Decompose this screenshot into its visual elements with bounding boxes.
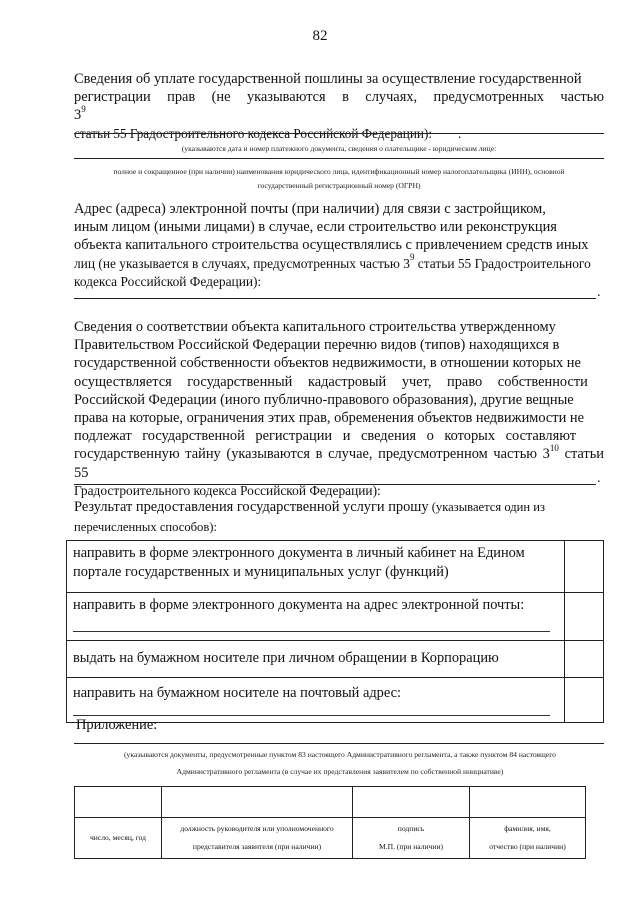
option-lk-checkbox[interactable] [565, 541, 604, 593]
compliance-line-1: Сведения о соответствии объекта капитального строительства утвержденному [74, 319, 556, 335]
position-field[interactable] [162, 787, 353, 818]
option-post-input-line[interactable] [73, 715, 550, 716]
compliance-line-7: подлежат государственной регистрации и сведения о которых составляют [74, 428, 577, 445]
date-caption [75, 818, 162, 859]
compliance-line-5: Российской Федерации (иного публично-правового образования), другие вещные [74, 391, 574, 408]
option-paper-office-checkbox[interactable] [565, 641, 604, 678]
option-post-checkbox[interactable] [565, 678, 604, 723]
attachment-input-line[interactable] [74, 743, 604, 744]
fee-line-1: Сведения об уплате государственной пошлины за осуществление государственной [74, 71, 582, 87]
date-field[interactable] [75, 787, 162, 818]
compliance-line-8-tail: статьи 55 [74, 446, 604, 481]
option-text-cell [67, 541, 565, 593]
position-caption-line-1: должность руководителя или уполномоченного [180, 824, 334, 833]
name-field[interactable] [470, 787, 586, 818]
fee-note-3: государственный регистрационный номер (ОГРН) [257, 181, 421, 190]
compliance-dot: . [597, 471, 601, 486]
option-email-checkbox[interactable] [565, 593, 604, 641]
fee-input-line-2[interactable] [74, 158, 604, 159]
compliance-line-6: права на которые, ограничения этих прав, обременения объектов недвижимости не [74, 410, 584, 427]
compliance-input-line[interactable] [74, 484, 596, 485]
compliance-line-2: Правительством Российской Федерации перечню видов (типов) находящихся в [74, 337, 560, 354]
option-row [67, 541, 604, 593]
fee-paragraph [74, 70, 604, 143]
result-paragraph [74, 498, 604, 536]
result-line-1-text: Результат предоставления государственной услуги прошу [74, 499, 429, 515]
option-email-label: направить в форме электронного документа на адрес электронной почты: [73, 597, 525, 613]
signature-caption-row [75, 818, 586, 859]
name-caption-line-2: отчество (при наличии) [489, 842, 566, 851]
name-caption-line-1: фамилия, имя, [504, 824, 551, 833]
delivery-options-table [66, 540, 604, 723]
fee-note-2: полное и сокращенное (при наличии) наименования юридического лица, идентификационный номер налогоплательщика (ИНН), основной [113, 167, 565, 176]
option-row [67, 678, 604, 723]
email-line-3: объекта капитального строительства осуществлялись с привлечением средств иных [74, 237, 589, 254]
option-lk-line-1: направить в форме электронного документа в личный кабинет на Едином [73, 545, 525, 561]
option-text-cell [67, 593, 565, 641]
signature-table [74, 786, 586, 859]
email-line-5: кодекса Российской Федерации): [74, 273, 262, 289]
option-email-input-line[interactable] [73, 631, 550, 632]
result-line-2: перечисленных способов): [74, 520, 217, 535]
attachment-note-2: Административного регламента (в случае их представления заявителем по собственной инициативе) [176, 767, 504, 776]
signature-caption-line-2: М.П. (при наличии) [378, 842, 444, 851]
signature-field[interactable] [353, 787, 470, 818]
signature-caption [353, 818, 470, 859]
attachment-note-1: (указываются документы, предусмотренные пунктом 83 настоящего Административного регламента, а также пунктом 84 настоящего [124, 750, 556, 759]
compliance-line-8 [74, 442, 604, 481]
compliance-line-9: Градостроительного кодекса Российской Федерации): [74, 482, 381, 498]
option-paper-office-label: выдать на бумажном носителе при личном обращении в Корпорацию [73, 650, 499, 666]
email-input-line[interactable] [74, 298, 596, 299]
signature-caption-line-1: подпись [397, 824, 425, 833]
option-row [67, 641, 604, 678]
option-post-label: направить на бумажном носителе на почтовый адрес: [73, 685, 401, 701]
email-line-4 [74, 252, 604, 273]
fee-note-1: (указываются дата и номер платежного документа, сведения о плательщике - юридическом лице: [181, 144, 497, 153]
attachment-label: Приложение: [76, 717, 158, 733]
result-line-1-small: (указывается один из [428, 500, 546, 514]
compliance-superscript: 10 [549, 442, 559, 453]
option-lk-line-2: портале государственных и муниципальных услуг (функций) [73, 564, 449, 580]
compliance-line-3: государственной собственности объектов недвижимости, в отношении которых не [74, 355, 581, 372]
fee-dot: . [458, 125, 462, 141]
email-line-2: иным лицом (иными лицами) в случае, если строительство или реконструкция [74, 219, 557, 236]
page-number: 82 [312, 28, 328, 44]
fee-input-line[interactable] [74, 133, 604, 134]
position-caption-line-2: представителя заявителя (при наличии) [192, 842, 322, 851]
result-line-1 [74, 498, 604, 516]
email-superscript: 9 [409, 252, 415, 263]
fee-line-3-text: статьи 55 Градостроительного кодекса Российской Федерации): [74, 125, 433, 141]
email-paragraph [74, 200, 604, 291]
option-row [67, 593, 604, 641]
name-caption [470, 818, 586, 859]
signature-input-row [75, 787, 586, 818]
compliance-line-4: осуществляется государственный кадастровый учет, право собственности [74, 373, 588, 390]
email-line-4-text: лиц (не указывается в случаях, предусмотренных частью 3 [74, 255, 410, 271]
email-dot: . [597, 285, 601, 300]
compliance-line-8-text: государственную тайну (указываются в случае, предусмотренном частью 3 [74, 446, 550, 463]
fee-line-2 [74, 88, 604, 124]
email-line-1: Адрес (адреса) электронной почты (при наличии) для связи с застройщиком, [74, 201, 546, 217]
fee-superscript: 9 [81, 103, 86, 114]
compliance-paragraph [74, 318, 604, 500]
position-caption [162, 818, 353, 859]
email-line-4-tail: статьи 55 Градостроительного [414, 255, 591, 271]
fee-line-2-text: регистрации прав (не указываются в случаях, предусмотренных частью 3 [74, 89, 604, 124]
option-text-cell [67, 641, 565, 678]
option-text-cell [67, 678, 565, 723]
date-caption-text: число, месяц, год [89, 833, 147, 842]
